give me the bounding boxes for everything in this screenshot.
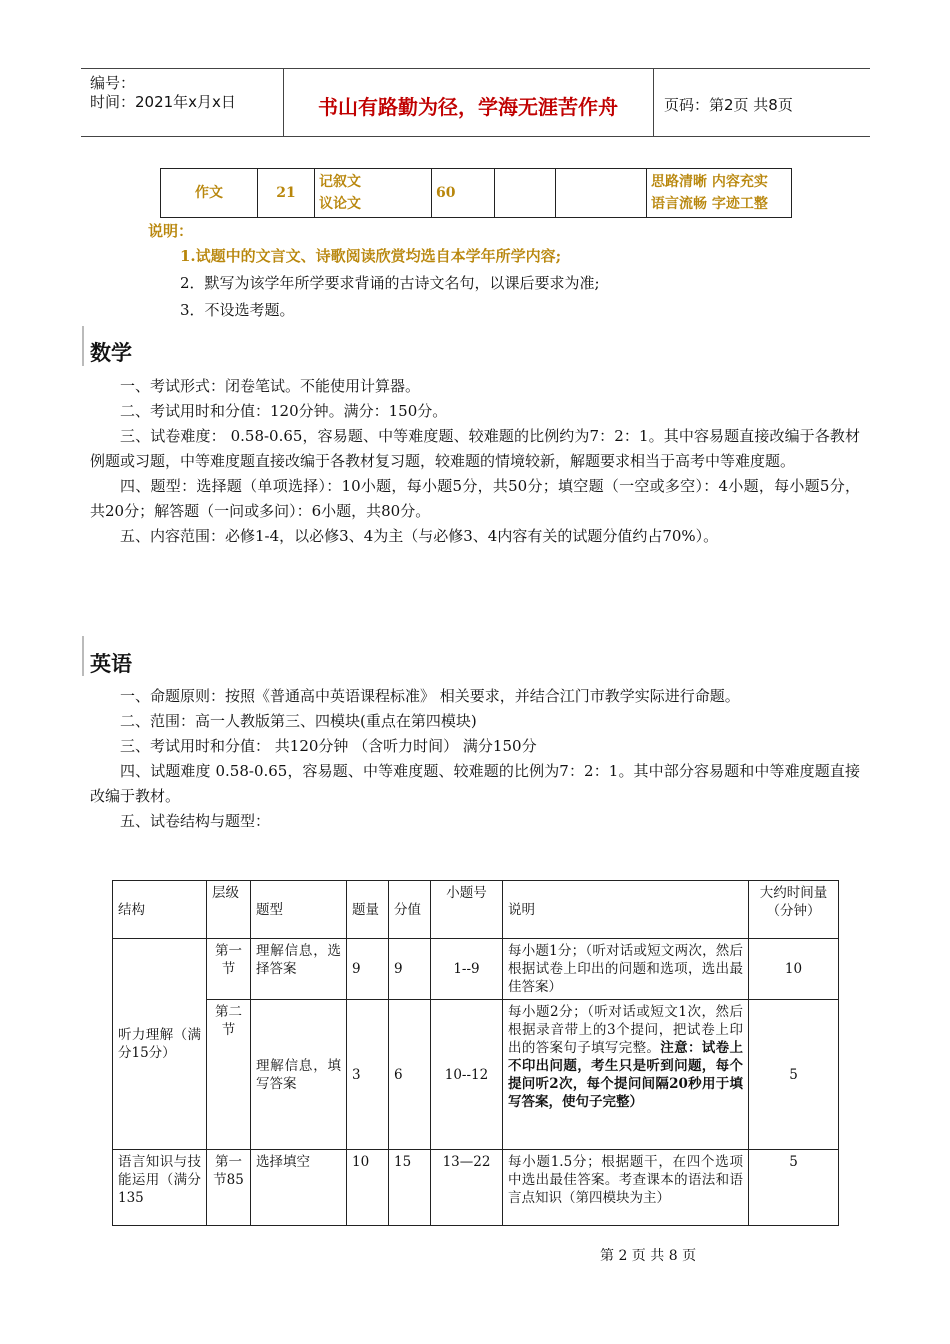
header-time-label: 时间：2021年x月x日 xyxy=(90,93,236,111)
level-cell: 第一节85 xyxy=(207,1150,251,1226)
math-paragraph: 一、考试形式：闭卷笔试。不能使用计算器。 xyxy=(120,377,421,395)
table-cell xyxy=(315,169,432,218)
section-marker xyxy=(82,326,84,366)
table-cell: 作文 xyxy=(161,169,258,218)
header-number-label: 编号： xyxy=(90,74,136,92)
header-top-rule xyxy=(81,68,870,69)
math-body xyxy=(90,374,860,549)
cell-line: 思路清晰 内容充实 xyxy=(651,174,768,190)
desc-cell xyxy=(503,1000,749,1150)
header-cell: 大约时间量（分钟） xyxy=(749,881,839,939)
math-paragraph: 二、考试用时和分值：120分钟。满分：150分。 xyxy=(120,402,448,420)
table-cell: 60 xyxy=(432,169,495,218)
math-paragraph: 四、题型：选择题（单项选择）：10小题，每小题5分，共50分；填空题（一空或多空）：4小题，每小题5分，共20分；解答题（一问或多问）：6小题，共80分。 xyxy=(90,477,860,520)
notes-heading: 说明： xyxy=(148,222,194,240)
desc-cell: 每小题1.5分；根据题干，在四个选项中选出最佳答案。考查课本的语法和语言点知识（第四模块为主） xyxy=(503,1150,749,1226)
time-cell: 5 xyxy=(749,1150,839,1226)
page-footer: 第 2 页 共 8 页 xyxy=(600,1248,697,1264)
desc-note: 注意：试卷上不印出问题，考生只是听到问题，每个提问听2次，每个提问间隔20秒用于填写答案，使句子完整） xyxy=(508,1040,743,1110)
table-row xyxy=(113,939,839,1000)
structure-cell: 语言知识与技能运用（满分135 xyxy=(113,1150,207,1226)
cell-line: 议论文 xyxy=(319,196,361,212)
table-row xyxy=(161,169,792,218)
count-cell: 10 xyxy=(347,1150,389,1226)
time-cell: 10 xyxy=(749,939,839,1000)
desc-cell: 每小题1分；（听对话或短文两次，然后根据试卷上印出的问题和选项，选出最佳答案） xyxy=(503,939,749,1000)
table-row xyxy=(113,1000,839,1150)
level-cell: 第一节 xyxy=(207,939,251,1000)
math-paragraph: 五、内容范围：必修1-4，以必修3、4为主（与必修3、4内容有关的试题分值约占70%）。 xyxy=(120,527,719,545)
header-slogan: 书山有路勤为径，学海无涯苦作舟 xyxy=(318,95,618,119)
english-paragraph: 四、试题难度 0.58-0.65，容易题、中等难度题、较难题的比例为7：2：1。其中部分容易题和中等难度题直接改编于教材。 xyxy=(90,762,860,805)
math-title: 数学 xyxy=(90,341,132,365)
header-page-label: 页码：第2页 共8页 xyxy=(664,96,793,114)
note-item: 2．默写为该学年所学要求背诵的古诗文名句，以课后要求为准; xyxy=(180,274,600,292)
header-bottom-rule xyxy=(81,136,870,137)
cell-line: 语言流畅 字迹工整 xyxy=(651,196,768,212)
english-paragraph: 二、范围：高一人教版第三、四模块(重点在第四模块) xyxy=(120,712,477,730)
count-cell: 9 xyxy=(347,939,389,1000)
header-cell: 结构 xyxy=(113,881,207,939)
table-header-row xyxy=(113,881,839,939)
table-cell xyxy=(495,169,556,218)
type-cell: 理解信息，填写答案 xyxy=(251,1000,347,1150)
header-cell: 题型 xyxy=(251,881,347,939)
structure-cell: 听力理解（满分15分） xyxy=(113,939,207,1150)
header-cell: 题量 xyxy=(347,881,389,939)
count-cell: 3 xyxy=(347,1000,389,1150)
score-cell: 9 xyxy=(389,939,431,1000)
score-cell: 6 xyxy=(389,1000,431,1150)
cell-line: 记叙文 xyxy=(319,174,361,190)
desc-text: 每小题2分；（听对话或短文1次，然后根据录音带上的3个提问，把试卷上印出的答案句子填写完整。 xyxy=(508,1004,743,1056)
english-paragraph: 五、试卷结构与题型： xyxy=(120,812,271,830)
english-body xyxy=(90,684,860,834)
note-item: 1.试题中的文言文、诗歌阅读欣赏均选自本学年所学内容; xyxy=(180,247,562,265)
english-structure-table xyxy=(112,880,839,1226)
header-cell: 层级 xyxy=(207,881,251,939)
english-paragraph: 一、命题原则：按照《普通高中英语课程标准》 相关要求，并结合江门市教学实际进行命题。 xyxy=(120,687,740,705)
english-title: 英语 xyxy=(90,652,132,676)
numbers-cell: 10--12 xyxy=(431,1000,503,1150)
type-cell: 理解信息，选择答案 xyxy=(251,939,347,1000)
header-cell: 小题号 xyxy=(431,881,503,939)
header-cell: 说明 xyxy=(503,881,749,939)
math-paragraph: 三、试卷难度： 0.58-0.65，容易题、中等难度题、较难题的比例约为7：2：1。其中容易题直接改编于各教材例题或习题，中等难度题直接改编于各教材复习题，较难题的情境较新，解题要求相当于高考中等难度题。 xyxy=(90,427,860,470)
header-cell: 分值 xyxy=(389,881,431,939)
table-cell: 21 xyxy=(258,169,315,218)
table-cell xyxy=(556,169,647,218)
chinese-score-table xyxy=(160,168,792,218)
table-row xyxy=(113,1150,839,1226)
type-cell: 选择填空 xyxy=(251,1150,347,1226)
level-cell: 第二节 xyxy=(207,1000,251,1150)
english-paragraph: 三、考试用时和分值： 共120分钟 （含听力时间） 满分150分 xyxy=(120,737,537,755)
time-cell: 5 xyxy=(749,1000,839,1150)
numbers-cell: 13—22 xyxy=(431,1150,503,1226)
header-divider xyxy=(653,68,654,136)
section-marker xyxy=(82,636,84,676)
numbers-cell: 1--9 xyxy=(431,939,503,1000)
score-cell: 15 xyxy=(389,1150,431,1226)
table-cell xyxy=(647,169,792,218)
note-item: 3．不设选考题。 xyxy=(180,301,295,319)
